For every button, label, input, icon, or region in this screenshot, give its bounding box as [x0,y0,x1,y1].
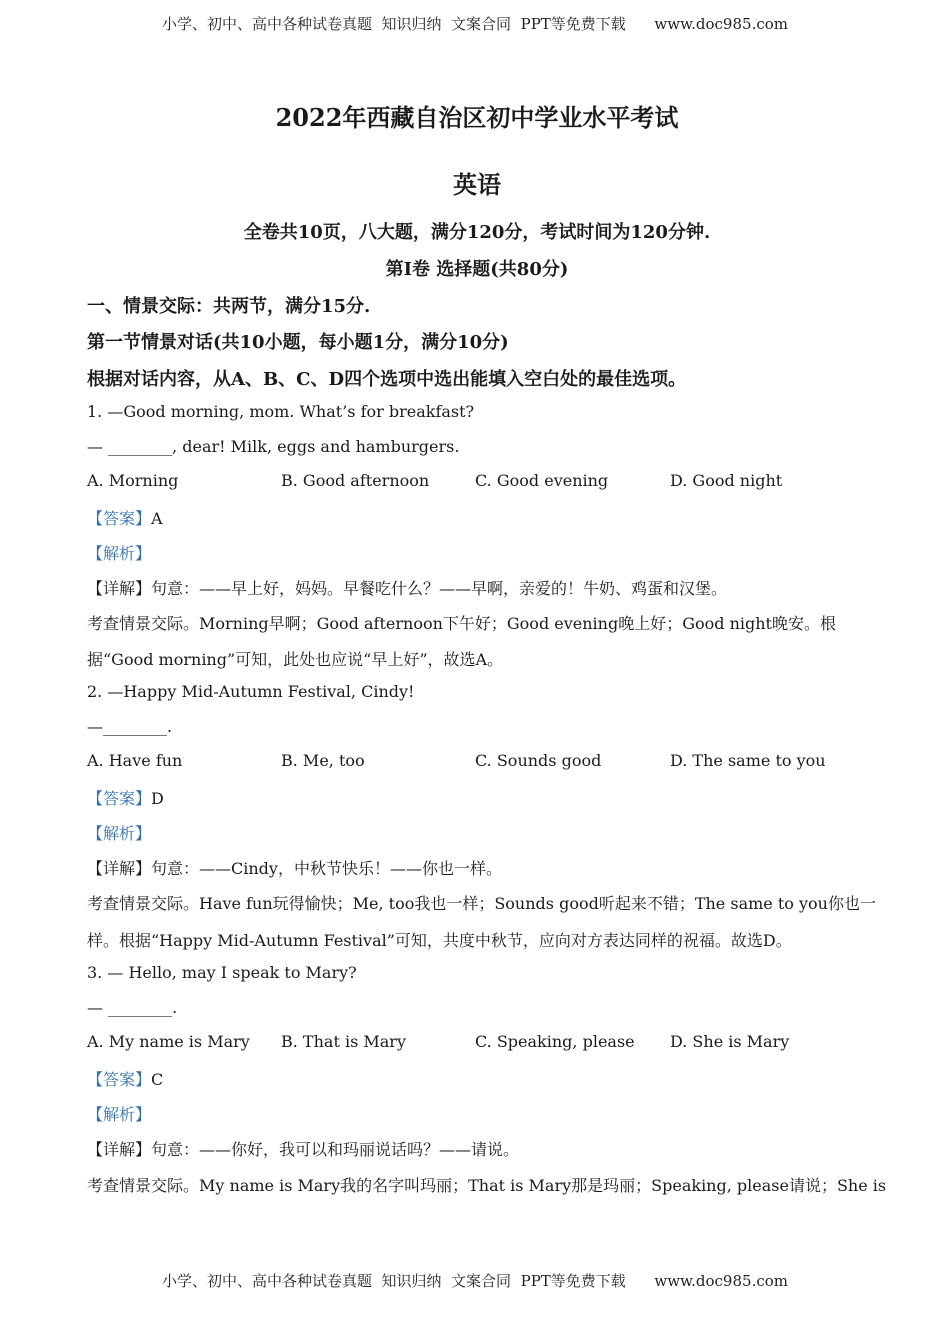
answer-value: A [151,509,163,528]
option-b: B. That is Mary [281,1032,406,1051]
question-1-detail: 【详解】句意：——早上好，妈妈。早餐吃什么？——早啊，亲爱的！牛奶、鸡蛋和汉堡。 [87,579,728,598]
answer-value: C [151,1070,164,1089]
question-2-options [87,751,867,773]
answer-label: 【答案】 [87,1070,152,1089]
page-footer: 小学、初中、高中各种试卷真题 知识归纳 文案合同 PPT等免费下载 www.doc985.com [161,1272,788,1290]
option-c: C. Good evening [475,471,609,490]
option-a: A. Morning [87,471,179,490]
question-1-explanation: 考查情景交际。Morning早啊；Good afternoon下午好；Good evening晚上好；Good night晚安。根 [87,614,836,633]
option-a: A. My name is Mary [87,1032,250,1051]
question-1-reply: — ________, dear! Milk, eggs and hamburgers. [87,437,460,456]
question-2-reply: —________. [87,717,173,736]
section-title: 一、情景交际：共两节，满分15分. [87,296,371,317]
question-2-explanation-cont: 样。根据“Happy Mid-Autumn Festival”可知，共度中秋节，应向对方表达同样的祝福。故选D。 [87,931,792,950]
option-c: C. Speaking, please [475,1032,635,1051]
answer-value: D [151,789,164,808]
question-3-detail: 【详解】句意：——你好，我可以和玛丽说话吗？——请说。 [87,1140,520,1159]
answer-label: 【答案】 [87,509,152,528]
option-a: A. Have fun [87,751,183,770]
question-3-options [87,1032,867,1054]
question-1-prompt: 1. —Good morning, mom. What’s for breakfast? [87,402,475,421]
question-3-answer [87,1067,867,1090]
subsection-title: 第一节情景对话(共10小题，每小题1分，满分10分) [87,332,509,353]
question-1-options [87,471,867,493]
option-d: D. She is Mary [670,1032,790,1051]
question-2-analysis-label: 【解析】 [87,824,152,843]
question-2-explanation: 考查情景交际。Have fun玩得愉快；Me, too我也一样；Sounds good听起来不错；The same to you你也一 [87,894,876,913]
option-d: D. The same to you [670,751,826,770]
question-3-prompt: 3. — Hello, may I speak to Mary? [87,963,357,982]
instructions: 根据对话内容，从A、B、C、D四个选项中选出能填入空白处的最佳选项。 [87,369,687,390]
option-c: C. Sounds good [475,751,602,770]
question-2-detail: 【详解】句意：——Cindy，中秋节快乐！——你也一样。 [87,859,502,878]
question-3-reply: — ________. [87,998,178,1017]
part-title: 第Ⅰ卷 选择题(共80分) [385,259,569,280]
question-1-answer [87,506,867,529]
question-1-analysis-label: 【解析】 [87,544,152,563]
question-2-answer [87,786,867,809]
option-b: B. Good afternoon [281,471,430,490]
exam-title: 2022年西藏自治区初中学业水平考试 [275,103,679,132]
answer-label: 【答案】 [87,789,152,808]
exam-info: 全卷共10页，八大题，满分120分，考试时间为120分钟. [243,222,711,243]
page-header: 小学、初中、高中各种试卷真题 知识归纳 文案合同 PPT等免费下载 www.doc985.com [161,15,788,33]
question-3-explanation: 考查情景交际。My name is Mary我的名字叫玛丽；That is Mary那是玛丽；Speaking, please请说；She is [87,1176,887,1195]
question-3-analysis-label: 【解析】 [87,1105,152,1124]
question-1-explanation-cont: 据“Good morning”可知，此处也应说“早上好”，故选A。 [87,650,504,669]
option-b: B. Me, too [281,751,365,770]
option-d: D. Good night [670,471,783,490]
question-2-prompt: 2. —Happy Mid-Autumn Festival, Cindy! [87,682,415,701]
exam-subject: 英语 [453,170,501,199]
